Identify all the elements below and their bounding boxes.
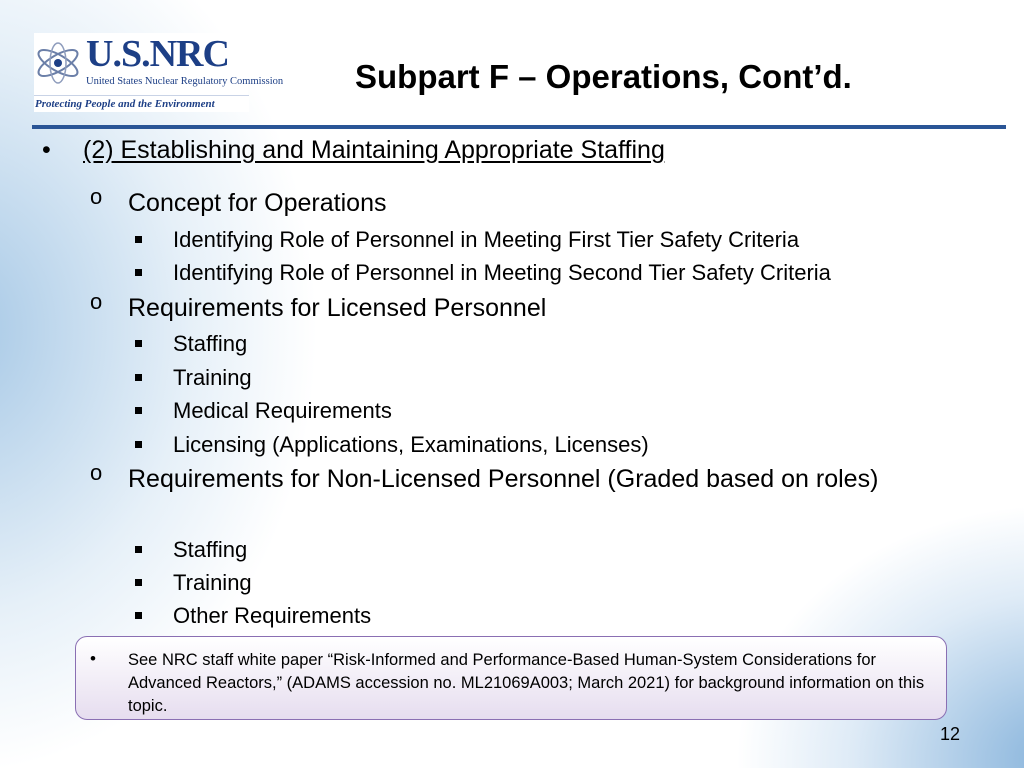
reference-note-box [75, 636, 947, 720]
circle-bullet-icon: o [90, 184, 103, 209]
section-label: Concept for Operations [128, 189, 387, 217]
list-item-text: Training [173, 365, 252, 390]
square-bullet-icon [135, 340, 142, 347]
bullet-icon: • [42, 136, 51, 164]
square-bullet-icon [135, 269, 142, 276]
logo-tagline: Protecting People and the Environment [34, 95, 249, 112]
slide-title: Subpart F – Operations, Cont’d. [355, 58, 852, 95]
list-item-text: Medical Requirements [173, 398, 392, 423]
square-bullet-icon [135, 236, 142, 243]
square-bullet-icon [135, 546, 142, 553]
list-item-text: Staffing [173, 331, 248, 356]
page-number: 12 [940, 724, 961, 744]
square-bullet-icon [135, 441, 142, 448]
heading-text: (2) Establishing and Maintaining Appropriate Staffing [83, 136, 665, 164]
atom-icon [34, 33, 86, 95]
section-label: Requirements for Licensed Personnel [128, 294, 547, 322]
bullet-icon: • [90, 649, 96, 668]
list-item-text: Identifying Role of Personnel in Meeting First Tier Safety Criteria [173, 227, 800, 252]
title-divider [32, 125, 1006, 129]
square-bullet-icon [135, 374, 142, 381]
logo-wordmark: U.S.NRC [86, 33, 229, 75]
nrc-logo [34, 33, 284, 111]
list-item-text: Staffing [173, 537, 248, 562]
square-bullet-icon [135, 612, 142, 619]
list-item-text: Other Requirements [173, 603, 372, 628]
circle-bullet-icon: o [90, 460, 103, 485]
circle-bullet-icon: o [90, 289, 103, 314]
logo-agency-name: United States Nuclear Regulatory Commission [86, 76, 284, 87]
section-label: Requirements for Non-Licensed Personnel (Graded based on roles) [128, 465, 879, 493]
list-item-text: Licensing (Applications, Examinations, Licenses) [173, 432, 649, 457]
list-item-text: Training [173, 570, 252, 595]
list-item-text: Identifying Role of Personnel in Meeting Second Tier Safety Criteria [173, 260, 831, 285]
square-bullet-icon [135, 579, 142, 586]
reference-note-text: See NRC staff white paper “Risk-Informed and Performance-Based Human-System Considerations for Advanced Reactors,” (ADAMS accession no. ML21069A003; March 2021) for background information on this topic. [128, 651, 925, 715]
square-bullet-icon [135, 407, 142, 414]
